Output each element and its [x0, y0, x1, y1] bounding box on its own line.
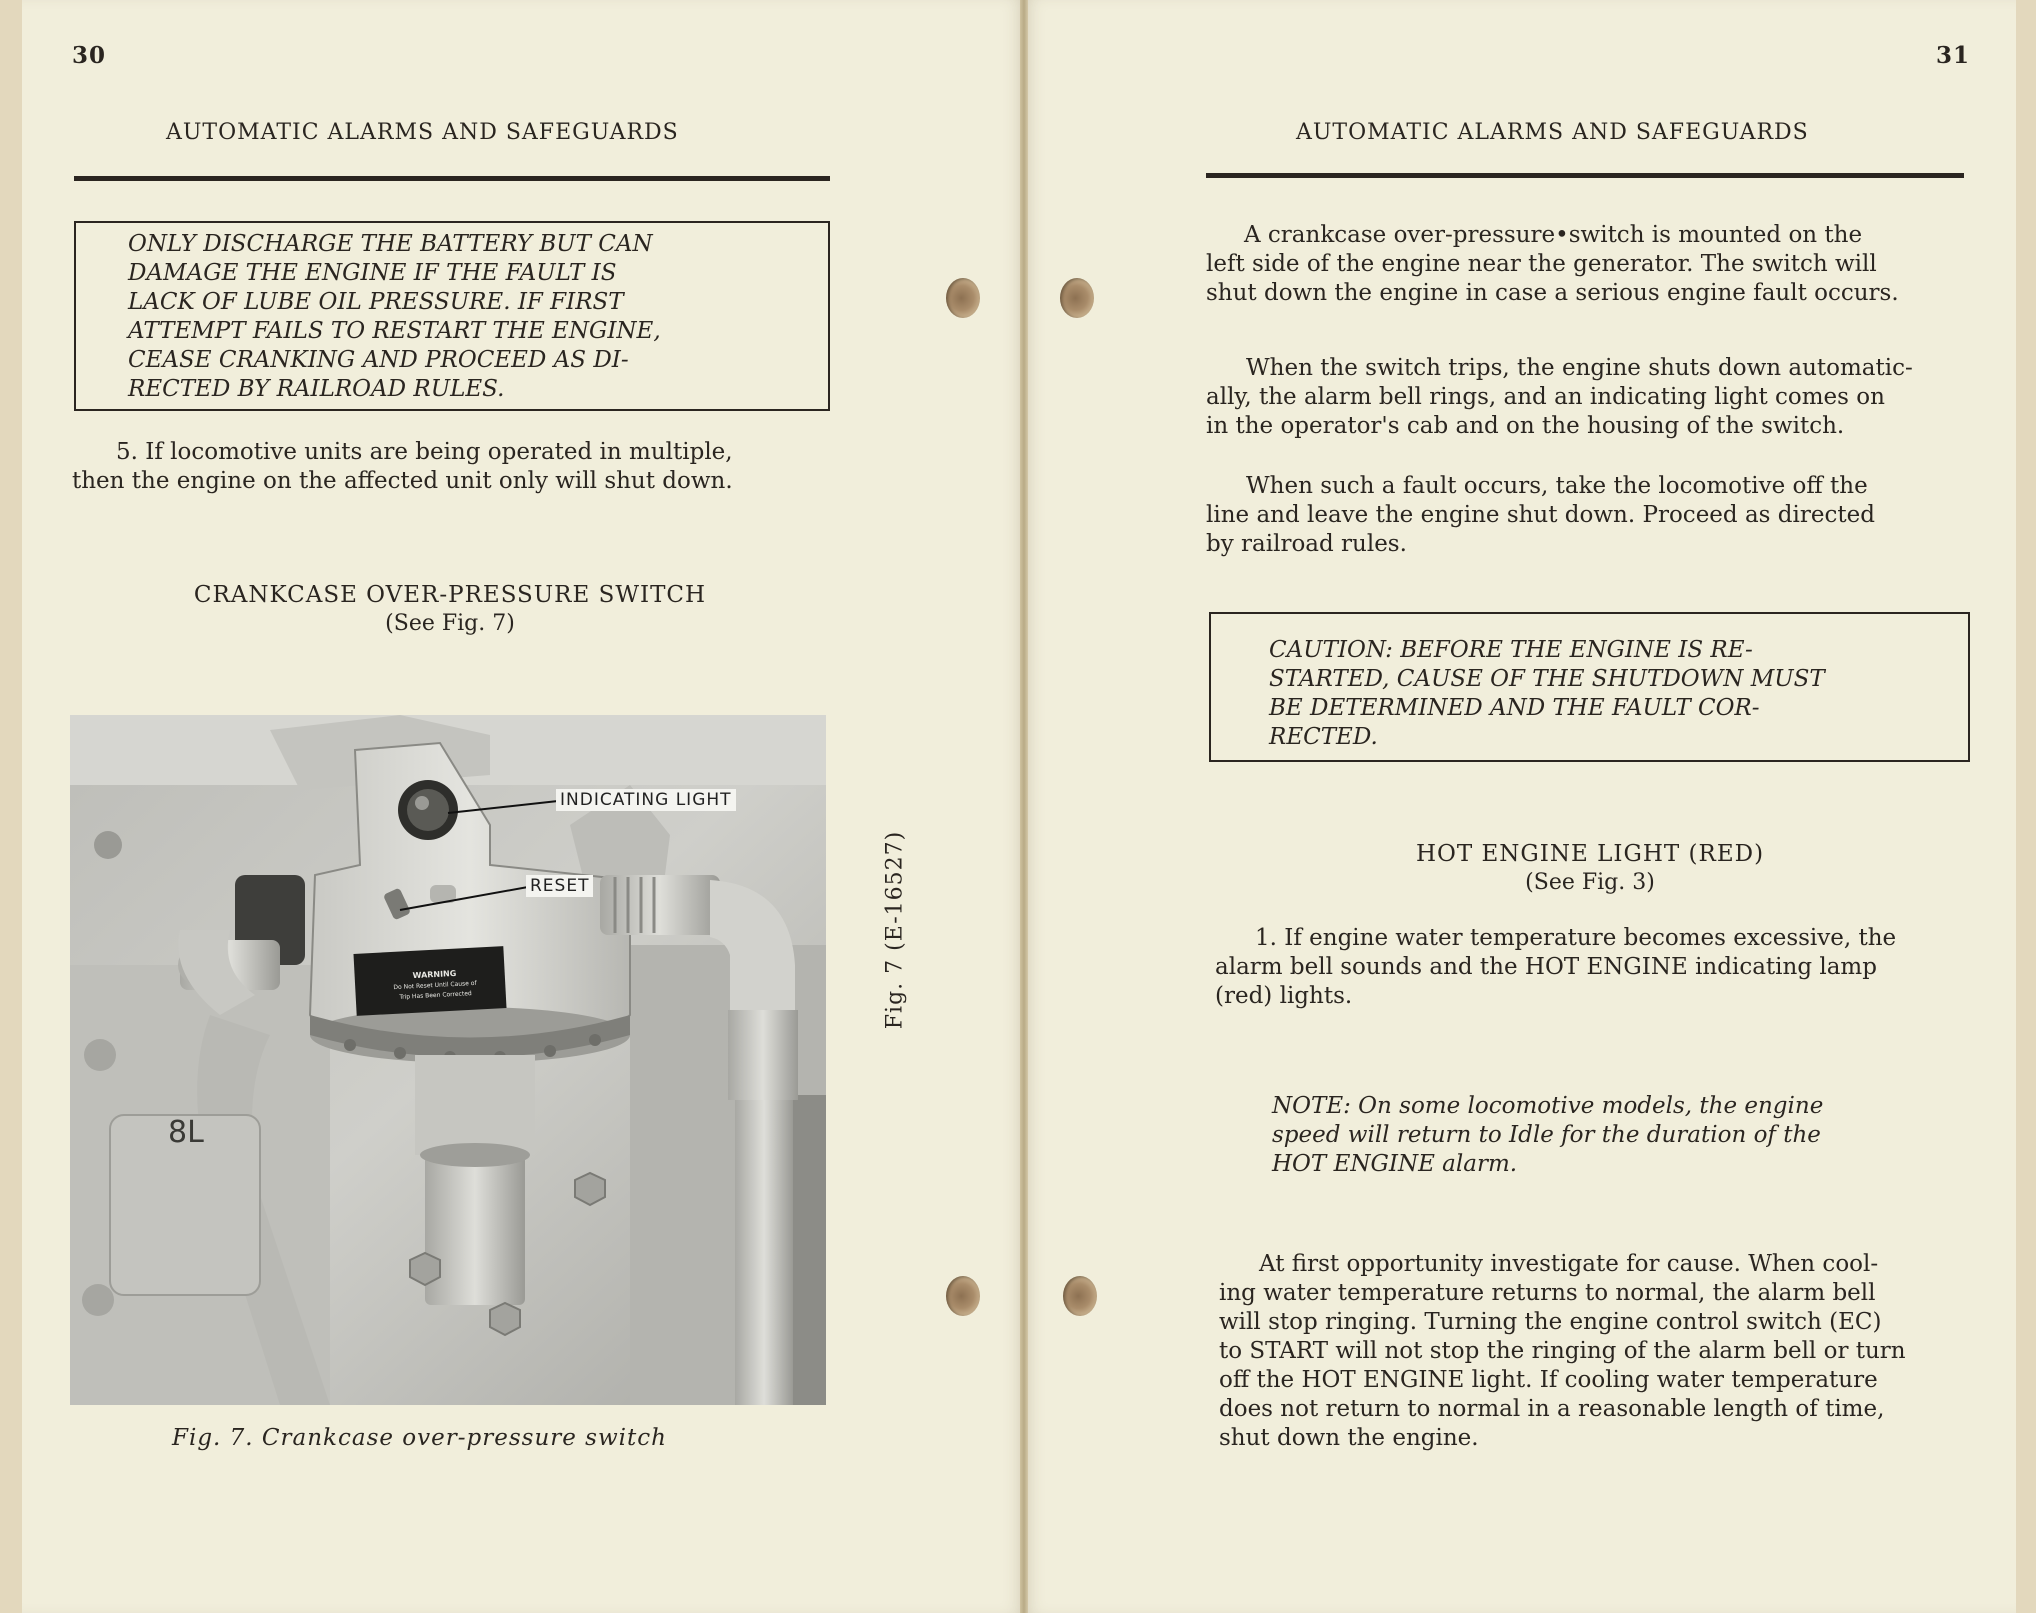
paragraph-investigate [1219, 1250, 1976, 1453]
paragraph-line: ing water temperature returns to normal, the alarm bell [1219, 1280, 1876, 1306]
paragraph-line: left side of the engine near the generator. The switch will [1206, 251, 1877, 277]
note-line: speed will return to Idle for the duration of the [1272, 1122, 1821, 1148]
warning-line: ATTEMPT FAILS TO RESTART THE ENGINE, [128, 318, 661, 344]
running-head: AUTOMATIC ALARMS AND SAFEGUARDS [166, 120, 679, 145]
paragraph-line: line and leave the engine shut down. Proceed as directed [1206, 502, 1875, 528]
header-rule [74, 176, 830, 181]
step-1-line: (red) lights. [1215, 983, 1353, 1009]
warning-plate-title: WARNING [412, 968, 457, 981]
paragraph-fault-occurs [1206, 472, 1964, 559]
caution-line: BE DETERMINED AND THE FAULT COR- [1269, 695, 1760, 721]
paragraph-line: in the operator's cab and on the housing of the switch. [1206, 413, 1845, 439]
paragraph-line: When such a fault occurs, take the locomotive off the [1246, 473, 1868, 499]
paragraph-line: shut down the engine in case a serious engine fault occurs. [1206, 280, 1899, 306]
section-heading: CRANKCASE OVER-PRESSURE SWITCH [193, 582, 707, 608]
paragraph-line: At first opportunity investigate for cause. When cool- [1259, 1251, 1879, 1277]
section-reference: (See Fig. 3) [1525, 870, 1655, 895]
header-rule [1206, 173, 1964, 178]
binder-hole [1063, 1276, 1097, 1316]
paragraph-switch-location [1206, 221, 1964, 308]
figure-7-photo [70, 715, 826, 1405]
step-5-line: then the engine on the affected unit only will shut down. [72, 468, 733, 494]
binder-hole [946, 1276, 980, 1316]
caution-line: CAUTION: BEFORE THE ENGINE IS RE- [1269, 637, 1753, 663]
book-gutter [1020, 0, 1028, 1613]
note-line: NOTE: On some locomotive models, the engine [1272, 1093, 1824, 1119]
note-line: HOT ENGINE alarm. [1272, 1151, 1518, 1177]
section-heading: HOT ENGINE LIGHT (RED) [1415, 841, 1765, 867]
paragraph-line: off the HOT ENGINE light. If cooling water temperature [1219, 1367, 1878, 1393]
note-block [1272, 1092, 1912, 1179]
step-1 [1215, 924, 1972, 1011]
step-1-line: 1. If engine water temperature becomes excessive, the [1255, 925, 1897, 951]
paragraph-line: shut down the engine. [1219, 1425, 1479, 1451]
warning-plate-line: Trip Has Been Corrected [399, 990, 472, 1001]
paragraph-line: ally, the alarm bell rings, and an indicating light comes on [1206, 384, 1885, 410]
section-reference: (See Fig. 7) [385, 611, 515, 636]
warning-line: ONLY DISCHARGE THE BATTERY BUT CAN [128, 231, 653, 257]
step-5 [72, 438, 830, 496]
warning-line: DAMAGE THE ENGINE IF THE FAULT IS [128, 260, 617, 286]
paragraph-line: does not return to normal in a reasonable length of time, [1219, 1396, 1885, 1422]
caution-line: RECTED. [1269, 724, 1378, 750]
paragraph-line: When the switch trips, the engine shuts down automatic- [1246, 355, 1913, 381]
paragraph-line: to START will not stop the ringing of the alarm bell or turn [1219, 1338, 1906, 1364]
caution-line: STARTED, CAUSE OF THE SHUTDOWN MUST [1269, 666, 1825, 692]
warning-plate-line: Do Not Reset Until Cause of [393, 979, 477, 992]
warning-line: LACK OF LUBE OIL PRESSURE. IF FIRST [128, 289, 624, 315]
paragraph-line: by railroad rules. [1206, 531, 1407, 557]
warning-box [74, 221, 830, 411]
step-5-line: 5. If locomotive units are being operated in multiple, [116, 439, 733, 465]
step-1-line: alarm bell sounds and the HOT ENGINE indicating lamp [1215, 954, 1877, 980]
page-number: 30 [72, 42, 107, 69]
figure-caption: Fig. 7. Crankcase over-pressure switch [172, 1425, 667, 1451]
warning-line: RECTED BY RAILROAD RULES. [128, 376, 505, 402]
paragraph-line: will stop ringing. Turning the engine control switch (EC) [1219, 1309, 1882, 1335]
running-head: AUTOMATIC ALARMS AND SAFEGUARDS [1296, 120, 1809, 145]
figure-side-caption-text: Fig. 7 (E-16527) [882, 830, 908, 1030]
binder-hole [946, 278, 980, 318]
indicating-light-label: INDICATING LIGHT [556, 789, 736, 811]
warning-line: CEASE CRANKING AND PROCEED AS DI- [128, 347, 629, 373]
caution-box [1209, 612, 1970, 762]
casting-mark: 8L [168, 1115, 204, 1150]
reset-label: RESET [526, 875, 593, 897]
binder-hole [1060, 278, 1094, 318]
paragraph-switch-trips [1206, 354, 1964, 441]
page-number: 31 [1936, 42, 1971, 69]
paragraph-line: A crankcase over-pressure•switch is mounted on the [1244, 222, 1863, 248]
